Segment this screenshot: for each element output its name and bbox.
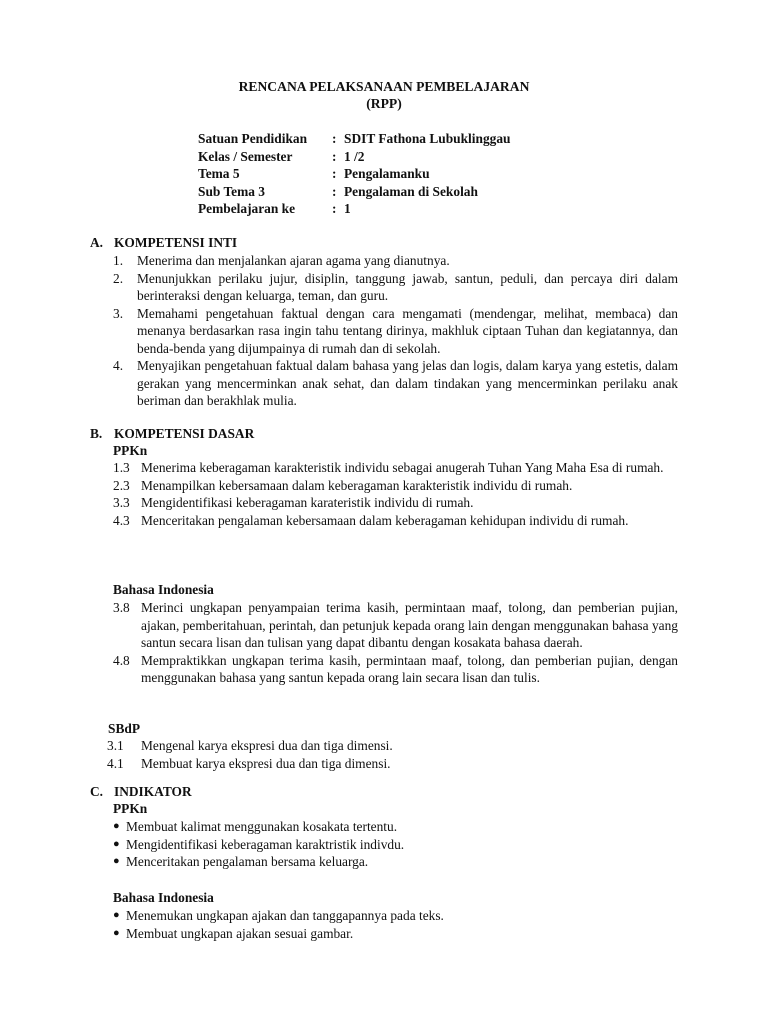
- item-number: 4.1: [107, 755, 124, 771]
- list-item: [113, 925, 673, 943]
- identity-row: [198, 130, 510, 148]
- list-item: [113, 512, 678, 530]
- document-title: RENCANA PELAKSANAAN PEMBELAJARAN: [238, 79, 530, 94]
- section-a-heading: [90, 234, 237, 252]
- identity-row: [198, 148, 510, 166]
- subject-label-bahasa-indonesia: Bahasa Indonesia: [113, 890, 214, 905]
- list-item: [113, 305, 678, 358]
- list-item: [107, 755, 678, 773]
- identity-colon: :: [332, 166, 337, 181]
- identity-colon: :: [332, 201, 337, 216]
- item-number: 3.1: [107, 738, 124, 753]
- item-text: Mengenal karya ekspresi dua dan tiga dimensi.: [141, 738, 393, 753]
- identity-row: [198, 200, 510, 218]
- section-b-heading: [90, 425, 254, 443]
- item-text: Menunjukkan perilaku jujur, disiplin, tanggung jawab, santun, peduli, dan percaya diri dalam berinteraksi dengan keluarga, teman, dan guru.: [137, 270, 678, 303]
- list-item: [113, 652, 678, 687]
- section-title: INDIKATOR: [114, 784, 192, 799]
- item-text: Menampilkan kebersamaan dalam keberagaman karakteristik individu di rumah.: [141, 477, 573, 493]
- list-item: [113, 599, 678, 652]
- identity-key: Pembelajaran ke: [198, 201, 296, 216]
- identity-value: Pengalaman di Sekolah: [344, 183, 478, 199]
- identity-table: [198, 130, 510, 218]
- list-item: [107, 737, 678, 755]
- list-item: [113, 459, 678, 477]
- item-text: Mengidentifikasi keberagaman karateristik individu di rumah.: [141, 495, 474, 510]
- item-number: 3.8: [113, 600, 130, 615]
- item-text: Menemukan ungkapan ajakan dan tanggapannya pada teks.: [126, 908, 444, 923]
- identity-key: Kelas / Semester: [198, 148, 293, 164]
- identity-value: Pengalamanku: [344, 166, 430, 181]
- item-number: 3.: [113, 305, 124, 321]
- item-number: 4.3: [113, 512, 130, 528]
- indikator-ppkn-list: [113, 818, 673, 871]
- item-text: Menceritakan pengalaman kebersamaan dalam keberagaman kehidupan individu di rumah.: [141, 512, 629, 528]
- item-text: Menerima dan menjalankan ajaran agama yang dianutnya.: [137, 253, 450, 268]
- item-text: Membuat kalimat menggunakan kosakata tertentu.: [126, 819, 398, 834]
- list-item: [113, 252, 678, 270]
- item-number: 1.3: [113, 460, 130, 475]
- kompetensi-inti-list: [113, 252, 678, 410]
- item-number: 4.8: [113, 652, 130, 668]
- subject-label-ppkn: PPKn: [113, 801, 148, 816]
- bullet-icon: ●: [113, 909, 120, 921]
- list-item: [113, 477, 678, 495]
- section-c-heading: [90, 783, 192, 801]
- section-title: KOMPETENSI INTI: [114, 235, 238, 250]
- bullet-icon: ●: [113, 820, 120, 832]
- list-item: [113, 836, 673, 854]
- identity-value: 1: [344, 201, 351, 216]
- identity-colon: :: [332, 148, 337, 164]
- kd-ppkn-list: [113, 459, 678, 529]
- item-text: Menceritakan pengalaman bersama keluarga.: [126, 854, 369, 869]
- item-text: Mempraktikkan ungkapan terima kasih, permintaan maaf, tolong, dan pemberian pujian, dengan menggunakan bahasa yang santun kepada orang lain secara lisan dan tulis.: [141, 652, 678, 685]
- list-item: [113, 357, 678, 410]
- subject-label-sbdp: SBdP: [108, 721, 141, 736]
- section-letter: A.: [90, 235, 104, 250]
- list-item: [113, 907, 673, 925]
- item-number: 1.: [113, 253, 124, 268]
- item-text: Merinci ungkapan penyampaian terima kasih, permintaan maaf, tolong, dan pemberian pujian, ajakan, pemberitahuan, perintah, dan petunjuk kepada orang lain dengan menggunakan bahasa yang santun secara lisan dan tulisan yang dapat dibantu dengan kosakata bahasa daerah.: [141, 600, 678, 650]
- item-text: Memahami pengetahuan faktual dengan cara mengamati (mendengar, melihat, membaca) dan menanya berdasarkan rasa ingin tahu tentang dirinya, makhluk ciptaan Tuhan dan kegiatannya, dan benda-benda yang dijumpainya di rumah dan di sekolah.: [137, 305, 678, 356]
- list-item: [113, 270, 678, 305]
- identity-row: [198, 165, 510, 183]
- item-number: 2.: [113, 270, 124, 286]
- section-letter: B.: [90, 426, 103, 441]
- indikator-bahasa-indonesia-list: [113, 907, 673, 942]
- list-item: [113, 818, 673, 836]
- identity-value: 1 /2: [344, 148, 365, 164]
- identity-colon: :: [332, 183, 337, 199]
- item-text: Mengidentifikasi keberagaman karaktristik indivdu.: [126, 836, 405, 852]
- list-item: [113, 853, 673, 871]
- item-text: Membuat karya ekspresi dua dan tiga dimensi.: [141, 755, 391, 771]
- item-text: Membuat ungkapan ajakan sesuai gambar.: [126, 925, 354, 941]
- identity-key: Sub Tema 3: [198, 183, 265, 199]
- kd-bahasa-indonesia-list: [113, 599, 678, 687]
- item-text: Menerima keberagaman karakteristik individu sebagai anugerah Tuhan Yang Maha Esa di rumah.: [141, 460, 664, 475]
- identity-value: SDIT Fathona Lubuklinggau: [344, 131, 511, 146]
- list-item: [113, 494, 678, 512]
- item-number: 3.3: [113, 495, 130, 510]
- item-number: 4.: [113, 358, 124, 373]
- subject-label-bahasa-indonesia: Bahasa Indonesia: [113, 582, 214, 597]
- bullet-icon: ●: [113, 926, 120, 939]
- section-title: KOMPETENSI DASAR: [114, 426, 255, 441]
- identity-key: Tema 5: [198, 166, 240, 181]
- bullet-icon: ●: [113, 855, 120, 867]
- section-letter: C.: [90, 784, 104, 799]
- item-number: 2.3: [113, 477, 130, 493]
- subject-label-ppkn: PPKn: [113, 443, 148, 458]
- item-text: Menyajikan pengetahuan faktual dalam bahasa yang jelas dan logis, dalam karya yang estetis, dalam gerakan yang mencerminkan anak sehat, dan dalam tindakan yang mencerminkan perilaku anak beriman dan berakhlak mulia.: [137, 358, 678, 408]
- kd-sbdp-list: [107, 737, 678, 772]
- identity-row: [198, 183, 510, 201]
- identity-key: Satuan Pendidikan: [198, 131, 308, 146]
- identity-colon: :: [332, 131, 337, 146]
- document-subtitle: (RPP): [366, 96, 402, 111]
- bullet-icon: ●: [113, 837, 120, 850]
